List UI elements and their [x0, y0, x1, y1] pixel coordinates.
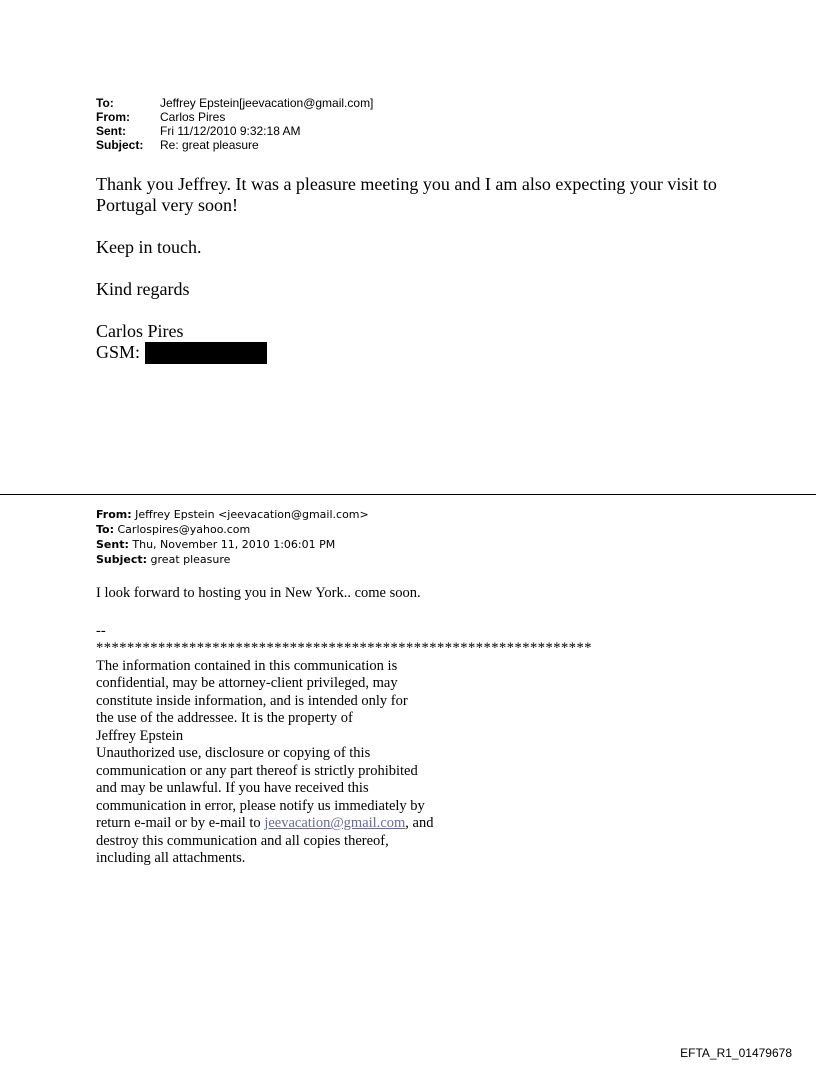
header-label: To:: [96, 96, 114, 110]
disclaimer-line: Jeffrey Epstein: [96, 727, 184, 744]
disclaimer-line: communication or any part thereof is strictly prohibited: [96, 762, 418, 779]
reply-paragraph: Keep in touch.: [96, 237, 202, 257]
header-from-value: Carlos Pires: [160, 110, 226, 124]
header-label: Sent:: [96, 538, 129, 551]
disclaimer-line: destroy this communication and all copies thereof,: [96, 832, 389, 849]
signature-name: Carlos Pires: [96, 321, 184, 341]
reply-header: [96, 96, 373, 152]
disclaimer-link-suffix: , and: [405, 815, 434, 831]
header-subject-row: [96, 138, 373, 152]
orig-subject-row: [96, 552, 369, 567]
document-id: EFTA_R1_01479678: [680, 1046, 792, 1060]
disclaimer-line: and may be unlawful. If you have received this: [96, 780, 369, 796]
disclaimer-line: communication in error, please notify us immediately by: [96, 797, 425, 814]
disclaimer-link-line: [96, 815, 616, 833]
original-message: I look forward to hosting you in New York.. come soon.: [96, 585, 421, 601]
redaction-box: [145, 342, 267, 364]
orig-from-row: [96, 507, 369, 522]
disclaimer-line: The information contained in this communication is: [96, 657, 398, 674]
orig-to-row: [96, 522, 369, 537]
header-to-row: [96, 96, 373, 110]
header-to-value: Jeffrey Epstein[jeevacation@gmail.com]: [160, 96, 374, 110]
header-sent-value: Fri 11/12/2010 9:32:18 AM: [160, 124, 301, 138]
signature-separator: --: [96, 622, 106, 639]
header-from-row: [96, 110, 373, 124]
orig-to-value: Carlospires@yahoo.com: [114, 523, 251, 536]
reply-paragraph: Kind regards: [96, 279, 190, 299]
orig-subject-value: great pleasure: [147, 553, 231, 566]
original-body: [96, 585, 616, 868]
reply-body: [96, 174, 736, 364]
gsm-label: GSM:: [96, 342, 141, 362]
header-label: Sent:: [96, 124, 126, 138]
header-sent-row: [96, 124, 373, 138]
reply-paragraph: Thank you Jeffrey. It was a pleasure meeting you and I am also expecting your visit to Portugal very soon!: [96, 174, 717, 215]
header-label: From:: [96, 110, 130, 124]
orig-sent-row: [96, 537, 369, 552]
email-link[interactable]: jeevacation@gmail.com: [264, 815, 406, 831]
disclaimer-line: confidential, may be attorney-client privileged, may: [96, 675, 398, 691]
disclaimer-line: the use of the addressee. It is the property of: [96, 710, 353, 726]
original-header: [96, 507, 369, 567]
header-subject-value: Re: great pleasure: [160, 138, 259, 152]
disclaimer-line: including all attachments.: [96, 850, 246, 866]
signature-gsm: [96, 342, 736, 364]
orig-from-value: Jeffrey Epstein <jeevacation@gmail.com>: [131, 508, 369, 521]
header-label: Subject:: [96, 553, 148, 566]
disclaimer-link-prefix: return e-mail or by e-mail to: [96, 815, 265, 831]
asterisk-line: ****************************************************************: [96, 640, 592, 656]
disclaimer-line: Unauthorized use, disclosure or copying of this: [96, 745, 371, 761]
header-label: From:: [96, 508, 132, 521]
divider: [0, 494, 816, 495]
header-label: Subject:: [96, 138, 144, 152]
orig-sent-value: Thu, November 11, 2010 1:06:01 PM: [128, 538, 336, 551]
header-label: To:: [96, 523, 114, 536]
disclaimer-line: constitute inside information, and is intended only for: [96, 692, 408, 709]
